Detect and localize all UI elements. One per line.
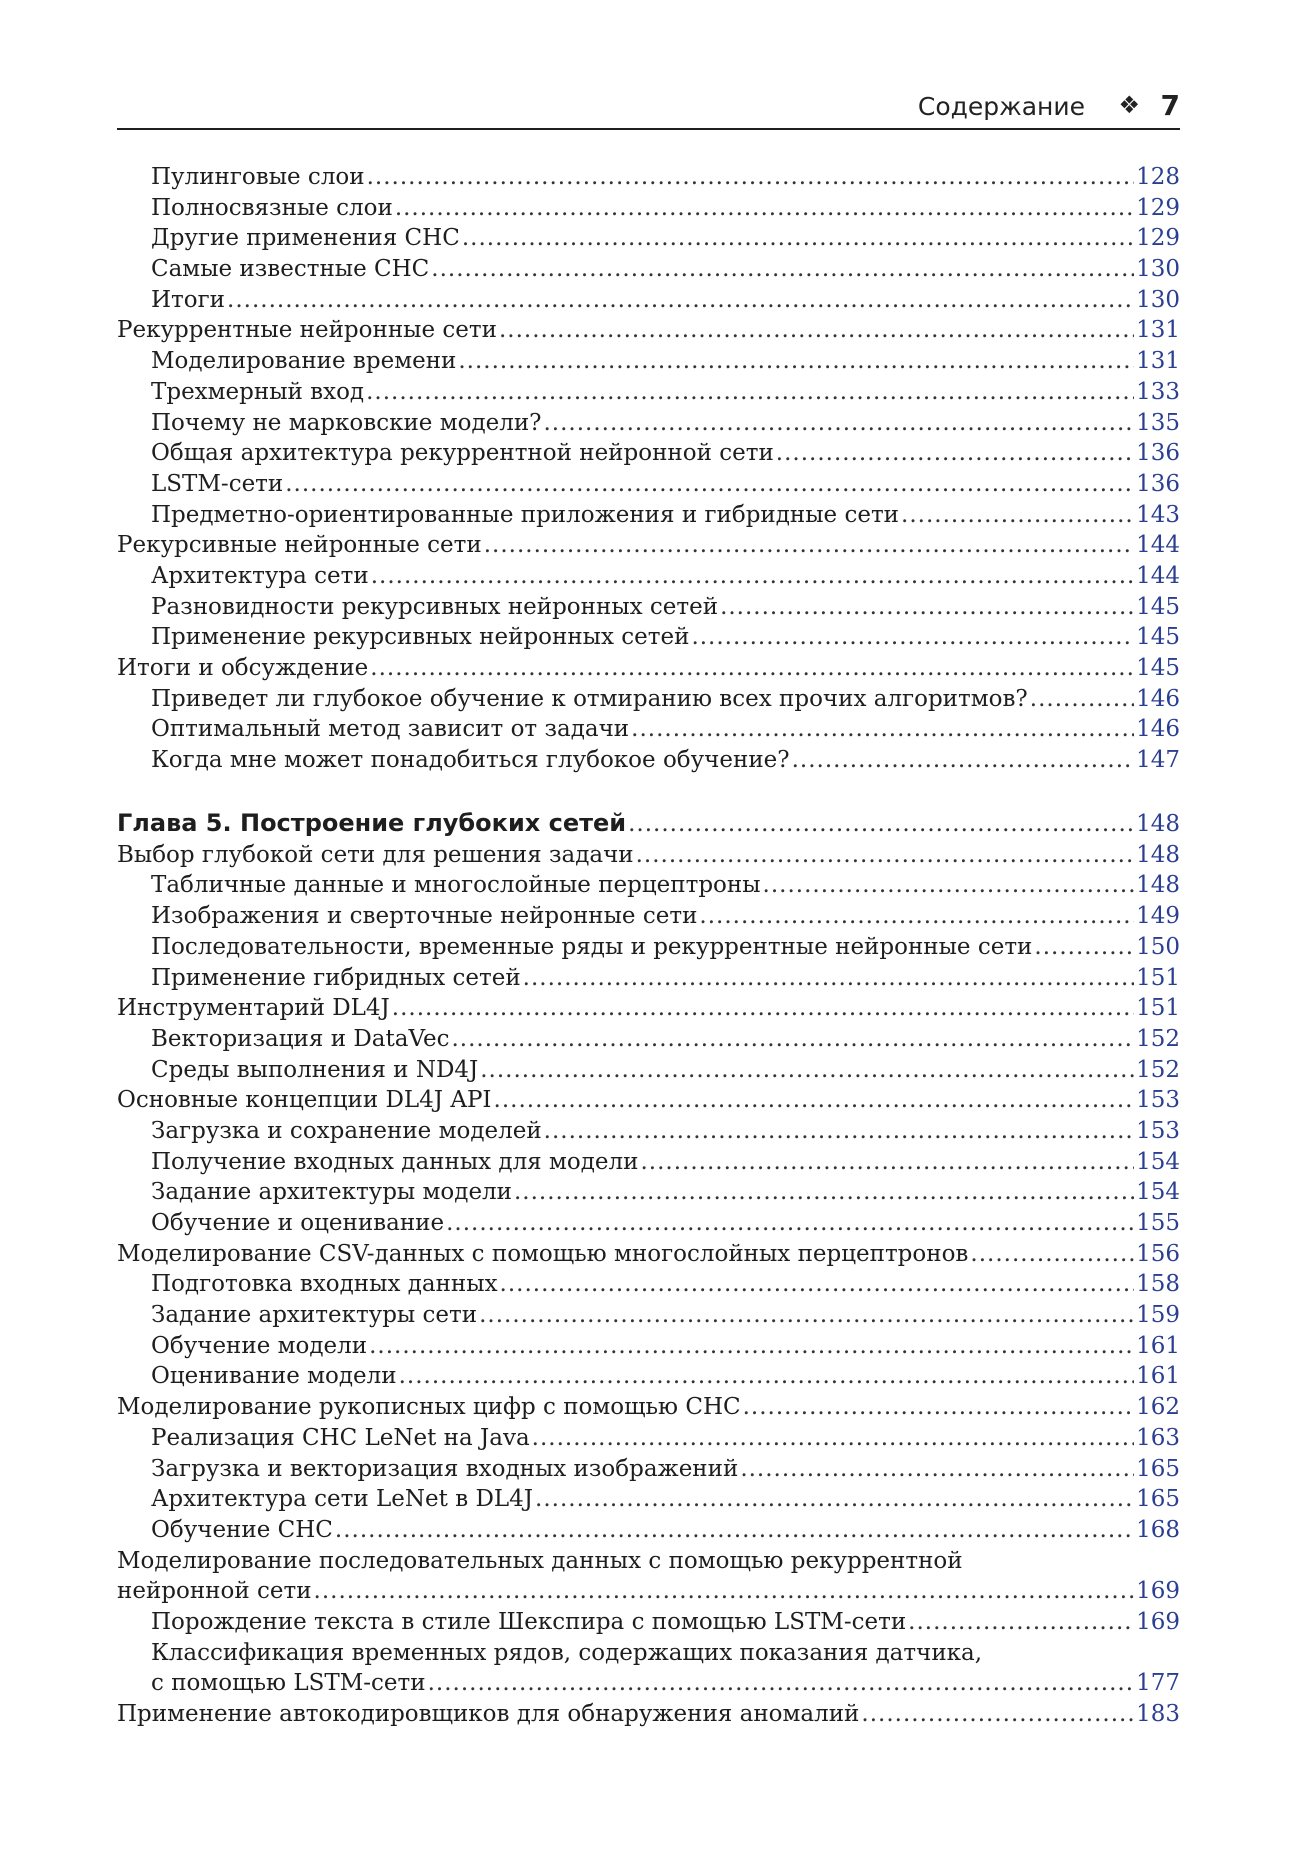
toc-entry-title: Предметно-ориентированные приложения и гибридные сети: [151, 501, 900, 528]
dot-leader: [395, 193, 1134, 224]
toc-entry-title: Моделирование последовательных данных с помощью рекуррентной: [117, 1547, 963, 1574]
toc-entry-title: Трехмерный вход: [151, 378, 365, 405]
toc-entry-title: Порождение текста в стиле Шекспира с помощью LSTM-сети: [151, 1608, 907, 1635]
toc-entry-title: Обучение модели: [151, 1332, 368, 1359]
toc-entry-page[interactable]: 152: [1136, 1056, 1180, 1083]
toc-entry-title: Пулинговые слои: [151, 164, 365, 190]
toc-entry-page[interactable]: 168: [1136, 1516, 1180, 1543]
toc-entry-page[interactable]: 148: [1136, 810, 1180, 837]
dot-leader: [499, 315, 1134, 346]
dot-leader: [743, 1392, 1134, 1423]
dot-leader: [494, 1085, 1135, 1116]
toc-entry-title: Векторизация и DataVec: [151, 1025, 450, 1052]
toc-entry-page[interactable]: 145: [1136, 624, 1180, 651]
toc-entry[interactable]: [117, 561, 1180, 592]
dot-leader: [908, 1607, 1134, 1638]
toc-entry[interactable]: [117, 254, 1180, 285]
toc-entry-title: Применение гибридных сетей: [151, 964, 521, 991]
toc-entry-page[interactable]: 135: [1136, 409, 1180, 436]
toc-entry[interactable]: [117, 592, 1180, 623]
toc-entry-title: Применение автокодировщиков для обнаружения аномалий: [117, 1701, 860, 1727]
toc-entry[interactable]: [117, 193, 1180, 224]
toc-entry[interactable]: [117, 932, 1180, 963]
toc-entry-page[interactable]: 130: [1136, 256, 1180, 283]
toc-entry-page[interactable]: 156: [1136, 1240, 1180, 1267]
dot-leader: [861, 1699, 1134, 1730]
toc-entry[interactable]: [117, 622, 1180, 653]
dot-leader: [392, 993, 1134, 1024]
toc-entry-continuation[interactable]: [117, 1576, 1180, 1607]
toc-entry-page[interactable]: 153: [1136, 1117, 1180, 1144]
toc-entry-title: Общая архитектура рекуррентной нейронной сети: [151, 440, 774, 467]
toc-entry-page[interactable]: 151: [1136, 995, 1180, 1022]
toc-entry-page[interactable]: 151: [1136, 964, 1180, 991]
dot-leader: [367, 162, 1134, 193]
toc-entry-title: Основные концепции DL4J API: [117, 1087, 492, 1114]
toc-entry[interactable]: [117, 1331, 1180, 1362]
dot-leader: [314, 1576, 1135, 1607]
toc-entry-page[interactable]: 150: [1136, 933, 1180, 960]
toc-entry-title: Оптимальный метод зависит от задачи: [151, 716, 630, 743]
dot-leader: [371, 561, 1134, 592]
toc-entry-title: Задание архитектуры сети: [151, 1302, 478, 1329]
running-header: [117, 88, 1180, 130]
dot-leader: [970, 1239, 1134, 1270]
toc-entry-page[interactable]: 153: [1136, 1087, 1180, 1114]
toc-entry[interactable]: [117, 1024, 1180, 1055]
toc-entry[interactable]: [117, 1454, 1180, 1485]
toc-entry[interactable]: [117, 530, 1180, 561]
dot-leader: [691, 622, 1134, 653]
toc-entry[interactable]: [117, 223, 1180, 254]
toc-entry[interactable]: [117, 1484, 1180, 1515]
toc-entry[interactable]: [117, 684, 1180, 715]
toc-entry[interactable]: [117, 840, 1180, 871]
dot-leader: [628, 807, 1134, 840]
toc-entry-title: Полносвязные слои: [151, 194, 393, 221]
toc-entry[interactable]: [117, 745, 1180, 776]
toc-entry-title: Применение рекурсивных нейронных сетей: [151, 624, 690, 651]
dot-leader: [480, 1055, 1134, 1086]
toc-entry-title: Моделирование рукописных цифр с помощью СНС: [117, 1394, 741, 1421]
toc-entry-title-line2: нейронной сети: [117, 1578, 312, 1605]
toc-entry-title: Инструментарий DL4J: [117, 995, 390, 1022]
toc-entry-title: Подготовка входных данных: [151, 1271, 498, 1298]
toc-entry-page[interactable]: 146: [1136, 716, 1180, 743]
toc-entry[interactable]: [117, 901, 1180, 932]
toc-entry-title: Задание архитектуры модели: [151, 1179, 512, 1206]
toc-entry-page[interactable]: 165: [1136, 1455, 1180, 1482]
toc-entry[interactable]: [117, 315, 1180, 346]
dot-leader: [399, 1361, 1134, 1392]
toc-entry[interactable]: [117, 1239, 1180, 1270]
toc-entry[interactable]: [117, 1361, 1180, 1392]
dot-leader: [535, 1484, 1134, 1515]
toc-entry-page[interactable]: 133: [1136, 378, 1180, 405]
toc-entry-title: Глава 5. Построение глубоких сетей: [117, 808, 627, 837]
toc-entry-title: Почему не марковские модели?: [151, 409, 542, 436]
dot-leader: [479, 1300, 1134, 1331]
toc-entry-page[interactable]: 183: [1136, 1701, 1180, 1727]
toc-entry[interactable]: [117, 1546, 1180, 1577]
toc-entry-title: Обучение СНС: [151, 1516, 333, 1543]
toc-entry-page[interactable]: 158: [1136, 1271, 1180, 1298]
dot-leader: [428, 1668, 1135, 1699]
toc-entry-title: Архитектура сети LeNet в DL4J: [151, 1486, 534, 1513]
dot-leader: [227, 285, 1134, 316]
toc-entry-title: Итоги и обсуждение: [117, 655, 369, 681]
toc-entry-page[interactable]: 148: [1136, 872, 1180, 899]
toc-entry-title: Классификация временных рядов, содержащих показания датчика,: [151, 1639, 983, 1666]
toc-entry-page[interactable]: 128: [1136, 164, 1180, 190]
toc-entry[interactable]: [117, 1607, 1180, 1638]
toc-entry-page[interactable]: 161: [1136, 1332, 1180, 1359]
toc-entry-page[interactable]: 169: [1136, 1608, 1180, 1635]
toc-entry[interactable]: [117, 1638, 1180, 1669]
toc-entry-title: Изображения и сверточные нейронные сети: [151, 903, 698, 930]
toc-entry-title: LSTM-сети: [151, 470, 284, 497]
dot-leader: [285, 469, 1134, 500]
toc-entry-title: Обучение и оценивание: [151, 1210, 445, 1236]
toc-chapter-entry[interactable]: [117, 806, 1180, 840]
toc-entry-page[interactable]: 143: [1136, 501, 1180, 528]
toc-entry-continuation[interactable]: [117, 1668, 1180, 1699]
toc-entry[interactable]: [117, 993, 1180, 1024]
toc-entry[interactable]: [117, 870, 1180, 901]
toc-entry-page[interactable]: 136: [1136, 470, 1180, 497]
toc-entry-page[interactable]: 145: [1136, 593, 1180, 620]
toc-entry-title: Приведет ли глубокое обучение к отмиранию всех прочих алгоритмов?: [151, 685, 1028, 712]
dot-leader: [484, 530, 1134, 561]
dot-leader: [740, 1454, 1134, 1485]
toc-entry-title: Когда мне может понадобиться глубокое обучение?: [151, 747, 790, 774]
toc-entry-title: Итоги: [151, 286, 226, 313]
toc-entry-page[interactable]: 144: [1136, 562, 1180, 589]
toc-entry[interactable]: [117, 162, 1180, 193]
toc-entry[interactable]: [117, 1423, 1180, 1454]
dot-leader: [544, 408, 1135, 439]
ornament-icon: ❖: [1118, 91, 1140, 119]
toc-entry-title: Последовательности, временные ряды и рекуррентные нейронные сети: [151, 933, 1033, 960]
toc-entry[interactable]: [117, 653, 1180, 684]
toc-entry-page[interactable]: 131: [1136, 348, 1180, 375]
toc-entry-title: Получение входных данных для модели: [151, 1148, 639, 1175]
dot-leader: [446, 1208, 1134, 1239]
toc-entry-page[interactable]: 159: [1136, 1302, 1180, 1329]
toc-entry-title: Реализация СНС LeNet на Java: [151, 1424, 530, 1451]
dot-leader: [431, 254, 1134, 285]
dot-leader: [636, 840, 1134, 871]
toc-entry-title: Выбор глубокой сети для решения задачи: [117, 841, 634, 868]
toc-entry-page[interactable]: 161: [1136, 1363, 1180, 1390]
dot-leader: [523, 963, 1134, 994]
dot-leader: [462, 223, 1134, 254]
toc-entry-title: Самые известные СНС: [151, 256, 430, 283]
toc-entry[interactable]: [117, 377, 1180, 408]
toc-entry[interactable]: [117, 1269, 1180, 1300]
toc-entry-title: Табличные данные и многослойные перцептроны: [151, 872, 761, 899]
toc-entry[interactable]: [117, 1208, 1180, 1239]
toc-entry-title: Рекурсивные нейронные сети: [117, 532, 482, 559]
toc-entry-title: Разновидности рекурсивных нейронных сетей: [151, 593, 719, 620]
toc-entry-page[interactable]: 129: [1136, 194, 1180, 221]
dot-leader: [640, 1147, 1134, 1178]
dot-leader: [366, 377, 1134, 408]
running-header-title: Содержание: [917, 92, 1085, 121]
toc-entry[interactable]: [117, 438, 1180, 469]
toc-entry-title: Оценивание модели: [151, 1363, 397, 1390]
toc-entry[interactable]: [117, 500, 1180, 531]
page-number: 7: [1160, 89, 1180, 122]
toc-entry-page[interactable]: 129: [1136, 225, 1180, 252]
toc-entry-page[interactable]: 165: [1136, 1486, 1180, 1513]
toc-entry[interactable]: [117, 1515, 1180, 1546]
toc-entry-title: Моделирование времени: [151, 348, 457, 375]
toc-entry[interactable]: [117, 1699, 1180, 1730]
toc-entry-page[interactable]: 169: [1136, 1578, 1180, 1605]
toc-entry[interactable]: [117, 1300, 1180, 1331]
dot-leader: [1030, 684, 1134, 715]
dot-leader: [631, 714, 1134, 745]
toc-entry-page[interactable]: 154: [1136, 1148, 1180, 1175]
toc-entry-page[interactable]: 162: [1136, 1394, 1180, 1421]
toc-entry[interactable]: [117, 285, 1180, 316]
toc-entry-page[interactable]: 131: [1136, 317, 1180, 344]
toc-entry-title: Рекуррентные нейронные сети: [117, 317, 497, 344]
toc-entry-page[interactable]: 177: [1136, 1670, 1180, 1697]
toc-entry-page[interactable]: 144: [1136, 532, 1180, 559]
toc-entry-page[interactable]: 130: [1136, 286, 1180, 313]
toc-entry-page[interactable]: 152: [1136, 1025, 1180, 1052]
toc-entry-page[interactable]: 147: [1136, 747, 1180, 774]
dot-leader: [532, 1423, 1134, 1454]
toc-entry-title-line2: с помощью LSTM-сети: [151, 1670, 426, 1697]
toc-entry[interactable]: [117, 963, 1180, 994]
toc-entry[interactable]: [117, 1116, 1180, 1147]
toc-entry-page[interactable]: 154: [1136, 1179, 1180, 1206]
toc-entry-page[interactable]: 148: [1136, 841, 1180, 868]
toc-entry[interactable]: [117, 714, 1180, 745]
dot-leader: [370, 653, 1134, 684]
dot-leader: [699, 901, 1134, 932]
dot-leader: [369, 1331, 1134, 1362]
toc-entry-page[interactable]: 149: [1136, 903, 1180, 930]
toc-entry-title: Моделирование CSV-данных с помощью многослойных перцептронов: [117, 1240, 969, 1267]
dot-leader: [514, 1177, 1134, 1208]
toc-entry-title: Загрузка и сохранение моделей: [151, 1117, 542, 1144]
toc-entry-page[interactable]: 136: [1136, 440, 1180, 467]
dot-leader: [901, 500, 1134, 531]
toc-entry[interactable]: [117, 1177, 1180, 1208]
toc-entry[interactable]: [117, 1085, 1180, 1116]
toc-entry-title: Загрузка и векторизация входных изображений: [151, 1455, 739, 1482]
toc-entry[interactable]: [117, 1055, 1180, 1086]
dot-leader: [451, 1024, 1134, 1055]
dot-leader: [792, 745, 1134, 776]
dot-leader: [544, 1116, 1134, 1147]
toc-entry-page[interactable]: 163: [1136, 1424, 1180, 1451]
table-of-contents: [117, 162, 1180, 1730]
toc-entry[interactable]: [117, 469, 1180, 500]
dot-leader: [763, 870, 1135, 901]
dot-leader: [776, 438, 1134, 469]
toc-entry-title: Среды выполнения и ND4J: [151, 1056, 479, 1083]
toc-entry-title: Архитектура сети: [151, 562, 369, 589]
toc-entry[interactable]: [117, 408, 1180, 439]
toc-entry-title: Другие применения СНС: [151, 225, 460, 252]
dot-leader: [335, 1515, 1134, 1546]
dot-leader: [500, 1269, 1135, 1300]
toc-entry-page[interactable]: 146: [1136, 685, 1180, 712]
toc-entry-page[interactable]: 155: [1136, 1210, 1180, 1236]
dot-leader: [458, 346, 1134, 377]
dot-leader: [1034, 932, 1134, 963]
toc-entry[interactable]: [117, 1392, 1180, 1423]
toc-entry[interactable]: [117, 346, 1180, 377]
dot-leader: [720, 592, 1134, 623]
toc-entry[interactable]: [117, 1147, 1180, 1178]
toc-entry-page[interactable]: 145: [1136, 655, 1180, 681]
